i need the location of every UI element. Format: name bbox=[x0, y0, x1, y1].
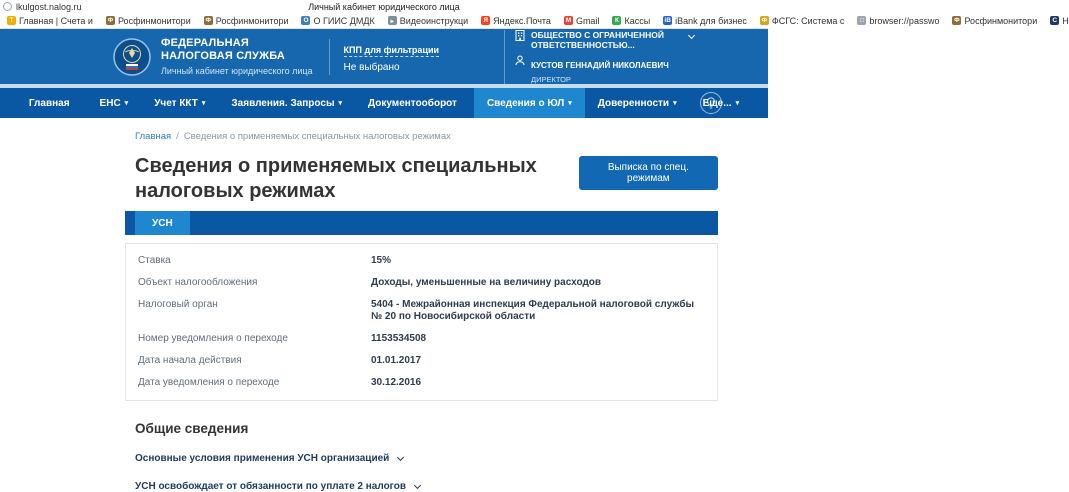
nav-item-glavnaya[interactable]: Главная bbox=[28, 97, 70, 109]
bookmark-icon: □ bbox=[857, 16, 866, 25]
general-info-section bbox=[125, 421, 718, 492]
row-label: Дата начала действия bbox=[138, 355, 242, 366]
account-block bbox=[504, 30, 710, 84]
caret-down-icon: ▾ bbox=[124, 99, 129, 107]
bookmark-icon: iB bbox=[664, 17, 671, 24]
bookmark-icon: Ф bbox=[954, 17, 960, 24]
bookmark-item[interactable] bbox=[301, 16, 374, 26]
agency-name-line2: НАЛОГОВАЯ СЛУЖБА bbox=[161, 50, 286, 62]
row-value: 5404 - Межрайонная инспекция Федеральной налоговой службы № 20 по Новосибирской области bbox=[371, 299, 695, 322]
row-value: 01.01.2017 bbox=[371, 355, 422, 366]
bookmark-icon: Ф bbox=[761, 17, 768, 24]
bookmark-label: Кассы bbox=[624, 15, 651, 26]
caret-down-icon: ▾ bbox=[568, 99, 572, 107]
fns-logo-icon bbox=[113, 38, 151, 76]
row-label: Налоговый орган bbox=[138, 299, 218, 310]
bookmark-item[interactable] bbox=[1050, 16, 1069, 26]
bookmark-label: О ГИИС ДМДК bbox=[313, 15, 375, 26]
bookmark-icon: T bbox=[7, 16, 16, 25]
bookmark-item[interactable] bbox=[204, 16, 289, 26]
main-nav bbox=[0, 88, 768, 118]
bookmark-icon: M bbox=[565, 17, 572, 24]
table-row bbox=[126, 250, 717, 272]
tab-usn[interactable]: УСН bbox=[135, 211, 190, 235]
caret-down-icon: ▾ bbox=[673, 99, 677, 107]
chevron-down-icon bbox=[414, 482, 421, 489]
bookmark-item[interactable] bbox=[952, 16, 1037, 26]
row-value: 15% bbox=[371, 255, 392, 266]
page-title: Сведения о применяемых специальных налоговых режимах bbox=[135, 155, 537, 202]
kpp-filter-value: Не выбрано bbox=[343, 62, 400, 73]
regime-details-table bbox=[125, 243, 718, 401]
collapsible-usn-conditions[interactable]: Основные условия применения УСН организацией bbox=[135, 453, 718, 464]
bookmark-icon: Ф bbox=[107, 17, 114, 24]
caret-down-icon: ▾ bbox=[338, 99, 343, 107]
row-value: Доходы, уменьшенные на величину расходов bbox=[371, 277, 602, 288]
browser-tab-title: Личный кабинет юридического лица bbox=[308, 1, 460, 12]
logo-text bbox=[161, 37, 313, 76]
organization-name: ОБЩЕСТВО С ОГРАНИЧЕННОЙ ОТВЕТСТВЕННОСТЬЮ... bbox=[531, 29, 664, 50]
bookmark-item[interactable] bbox=[663, 16, 747, 26]
caret-down-icon: ▾ bbox=[735, 99, 740, 107]
user-info bbox=[515, 55, 710, 84]
lightbulb-icon bbox=[706, 97, 716, 110]
kpp-filter-selector[interactable]: КПП для фильтрации bbox=[343, 45, 440, 55]
row-value: 1153534508 bbox=[371, 333, 427, 344]
bookmark-label: iBank для бизнес bbox=[675, 15, 747, 26]
table-row bbox=[126, 294, 717, 328]
bookmark-item[interactable] bbox=[564, 16, 600, 26]
breadcrumb-current: Сведения о применяемых специальных налоговых режимах bbox=[183, 131, 451, 142]
user-name: КУСТОВ ГЕННАДИЙ НИКОЛАЕВИЧ bbox=[531, 60, 669, 70]
bookmark-item[interactable] bbox=[388, 16, 468, 26]
address-url[interactable]: lkulgost.nalog.ru bbox=[16, 1, 82, 12]
table-row bbox=[126, 272, 717, 294]
bookmark-item[interactable] bbox=[760, 16, 845, 26]
header-divider bbox=[329, 39, 330, 75]
nav-item-ens[interactable]: ЕНС ▾ bbox=[99, 97, 129, 109]
general-info-heading: Общие сведения bbox=[135, 421, 249, 436]
row-value: 30.12.2016 bbox=[371, 377, 422, 388]
collapsible-usn-exemptions[interactable]: УСН освобождает от обязанности по уплате 2 налогов bbox=[135, 481, 718, 492]
bookmark-item[interactable] bbox=[106, 16, 191, 26]
bookmark-label: Gmail bbox=[575, 15, 600, 26]
regime-tabbar bbox=[125, 211, 718, 235]
user-role: ДИРЕКТОР bbox=[531, 74, 571, 84]
help-button[interactable] bbox=[700, 92, 722, 114]
nav-item-doverennosti[interactable]: Доверенности ▾ bbox=[597, 97, 677, 109]
bookmark-icon: О bbox=[303, 17, 309, 24]
bookmark-label: Главная | Счета и bbox=[19, 15, 93, 26]
row-label: Номер уведомления о переходе bbox=[138, 333, 288, 344]
nav-item-more[interactable]: Еще... ▾ bbox=[702, 97, 740, 109]
nav-item-uchet-kkt[interactable]: Учет ККТ ▾ bbox=[154, 97, 206, 109]
building-icon bbox=[515, 30, 525, 41]
row-label: Дата уведомления о переходе bbox=[138, 377, 280, 388]
bookmark-icon: C bbox=[1050, 16, 1059, 25]
nav-item-zayavleniya[interactable]: Заявления. Запросы ▾ bbox=[231, 97, 343, 109]
bookmark-label: Видеоинструкци bbox=[399, 15, 469, 26]
page-header-row bbox=[125, 154, 718, 204]
row-label: Объект налогообложения bbox=[138, 277, 258, 288]
nav-item-dokumentooborot[interactable]: Документооборот bbox=[368, 97, 457, 109]
chevron-down-icon bbox=[688, 31, 695, 38]
site-header bbox=[0, 29, 768, 84]
kpp-filter bbox=[344, 40, 440, 73]
bookmark-icon: Ф bbox=[205, 17, 211, 24]
extract-special-regimes-button[interactable]: Выписка по спец. режимам bbox=[579, 156, 718, 190]
bookmarks-bar bbox=[0, 13, 1069, 29]
bookmark-item[interactable] bbox=[857, 16, 939, 26]
caret-down-icon: ▾ bbox=[201, 99, 206, 107]
row-label: Ставка bbox=[138, 255, 171, 266]
bookmark-icon: К bbox=[612, 16, 621, 25]
bookmark-label: Росфинмонитори bbox=[964, 15, 1038, 26]
bookmark-label: Яндекс.Почта bbox=[493, 15, 551, 26]
bookmark-label: Росфинмонитори bbox=[215, 15, 289, 26]
organization-switcher[interactable] bbox=[515, 30, 710, 50]
table-row bbox=[126, 350, 717, 372]
breadcrumb-separator: / bbox=[176, 131, 179, 142]
bookmark-label: Н bbox=[1062, 15, 1069, 26]
bookmark-label: ФСГС: Система с bbox=[771, 15, 845, 26]
nav-item-svedeniya-o-yul[interactable]: Сведения о ЮЛ ▾ bbox=[474, 88, 585, 118]
bookmark-label: Росфинмонитори bbox=[117, 15, 191, 26]
browser-top-bar bbox=[0, 0, 768, 13]
bookmark-icon: Я bbox=[481, 16, 490, 25]
table-row bbox=[126, 372, 717, 394]
bookmark-icon: ▸ bbox=[388, 16, 397, 25]
bookmark-item[interactable] bbox=[7, 16, 93, 26]
person-icon bbox=[515, 55, 525, 66]
breadcrumb bbox=[125, 131, 718, 142]
cabinet-subtitle: Личный кабинет юридического лица bbox=[161, 66, 313, 76]
page-content bbox=[125, 131, 718, 492]
agency-name-line1: ФЕДЕРАЛЬНАЯ bbox=[161, 37, 249, 49]
bookmark-label: browser://passwo bbox=[869, 15, 940, 26]
bookmark-item[interactable] bbox=[612, 16, 650, 26]
breadcrumb-home-link[interactable]: Главная bbox=[135, 131, 172, 142]
bookmark-item[interactable] bbox=[481, 16, 551, 26]
address-bar[interactable] bbox=[8, 2, 82, 12]
site-favicon bbox=[3, 2, 12, 11]
table-row bbox=[126, 328, 717, 350]
chevron-down-icon bbox=[397, 454, 404, 461]
